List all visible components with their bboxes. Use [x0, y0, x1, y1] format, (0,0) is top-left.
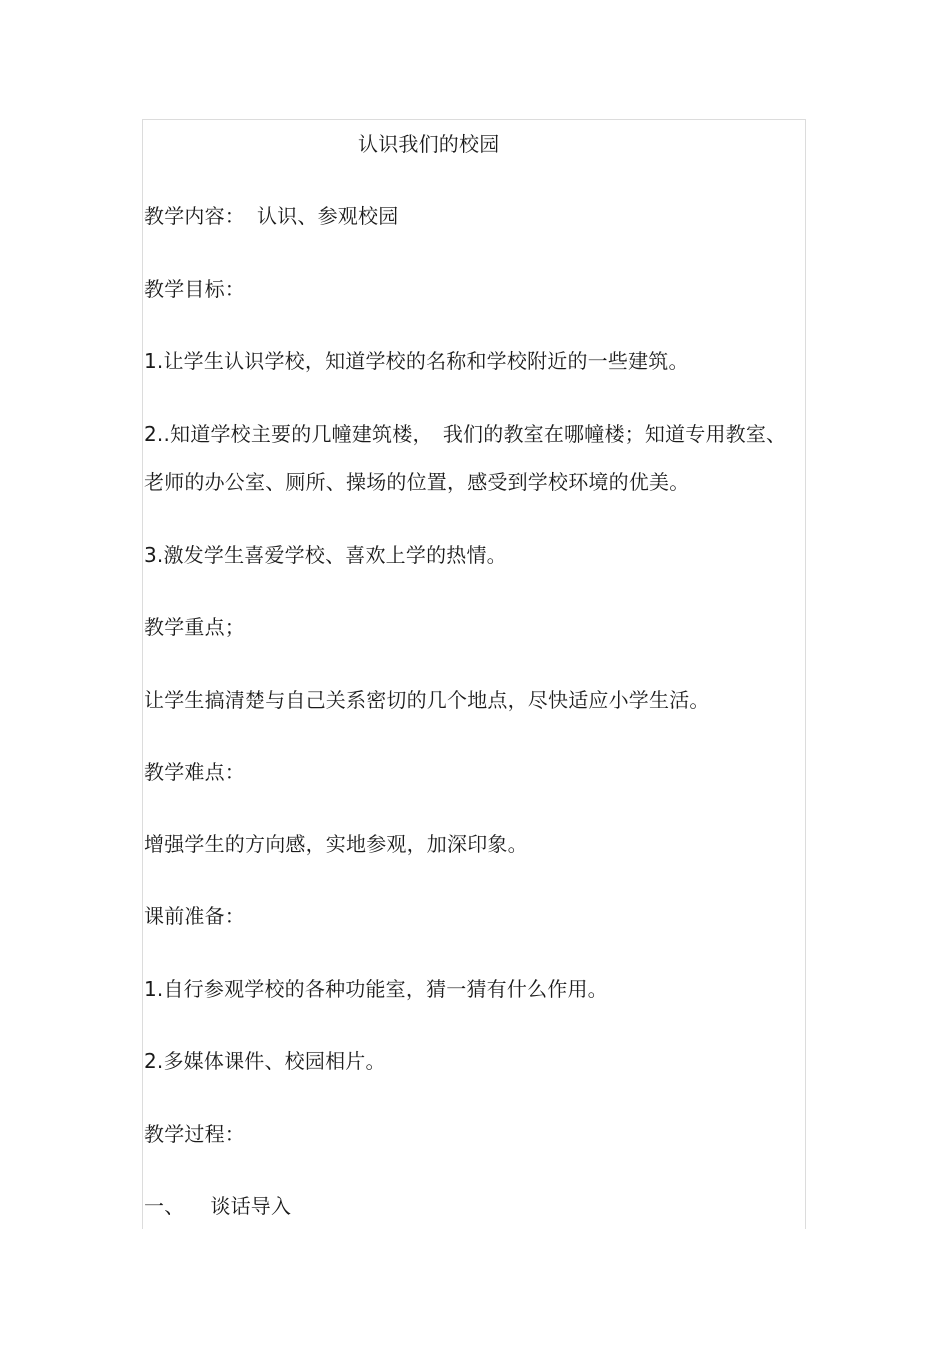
key-points-text: 让学生搞清楚与自己关系密切的几个地点，尽快适应小学生活。	[144, 688, 710, 712]
goal-2-line-2: 老师的办公室、厕所、操场的位置，感受到学校环境的优美。	[144, 470, 690, 494]
prep-item-2: 2.多媒体课件、校园相片。	[144, 1049, 386, 1073]
section-1-heading	[144, 1193, 291, 1219]
prep-heading: 课前准备：	[144, 904, 245, 928]
difficulty-text: 增强学生的方向感，实地参观，加深印象。	[144, 832, 528, 856]
goals-heading: 教学目标：	[144, 277, 245, 301]
prep-item-1: 1.自行参观学校的各种功能室，猜一猜有什么作用。	[144, 977, 608, 1001]
goal-3: 3.激发学生喜爱学校、喜欢上学的热情。	[144, 543, 507, 567]
content-value: 认识、参观校园	[257, 204, 399, 228]
difficulty-heading: 教学难点：	[144, 760, 245, 784]
key-points-heading: 教学重点；	[144, 615, 245, 639]
goal-1: 1.让学生认识学校，知道学校的名称和学校附近的一些建筑。	[144, 349, 689, 373]
document-title: 认识我们的校园	[358, 132, 500, 156]
process-heading: 教学过程：	[144, 1122, 245, 1146]
section-1-title: 谈话导入	[210, 1194, 292, 1218]
section-1-number: 一、	[144, 1194, 185, 1218]
content-label: 教学内容：	[144, 204, 245, 228]
content-row	[144, 203, 398, 229]
goal-2-line-1: 2..知道学校主要的几幢建筑楼， 我们的教室在哪幢楼；知道专用教室、	[144, 422, 787, 446]
